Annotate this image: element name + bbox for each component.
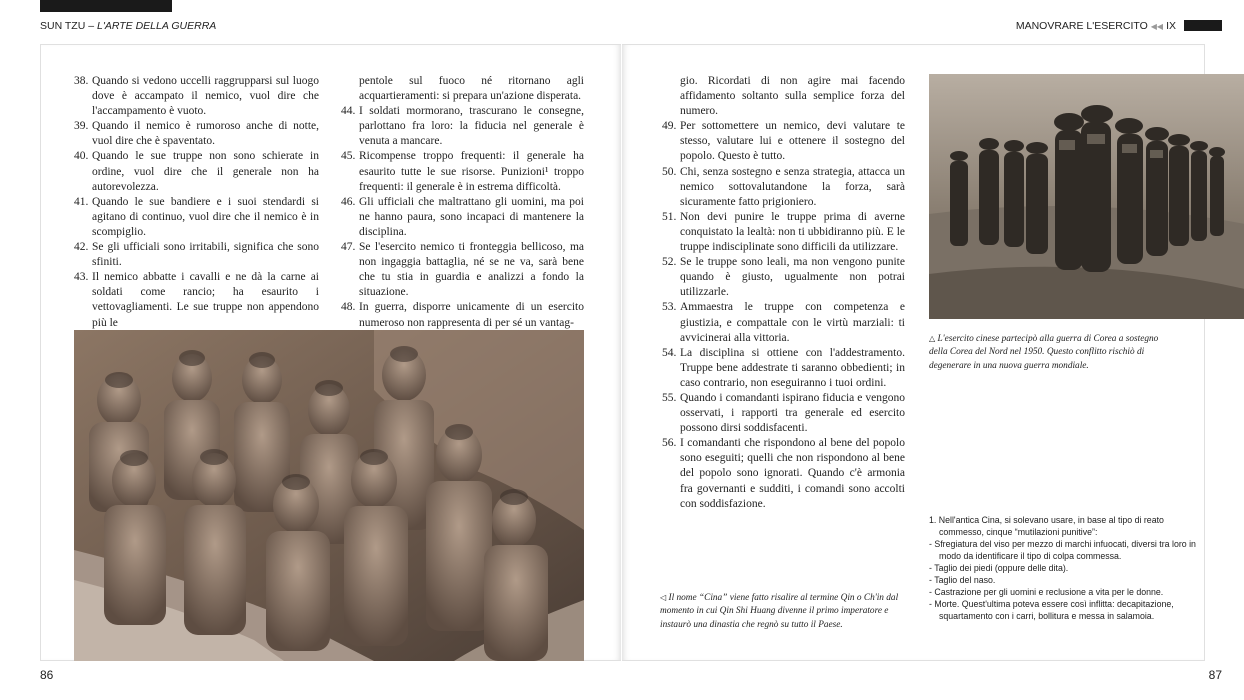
paragraph-number: 47. bbox=[341, 241, 356, 254]
paragraph-text: Se le truppe sono leali, ma non vengono punite quando è giusto, ugualmente non potrai utilizzarle. bbox=[680, 256, 905, 299]
paragraph-text: Non devi punire le truppe prima di averne conquistato la lealtà: non ti ubbidiranno più. E le truppe indisciplinate sono difficili da utilizzare. bbox=[680, 210, 905, 254]
numbered-paragraph bbox=[662, 300, 905, 345]
paragraph-text: In guerra, disporre unicamente di un esercito numeroso non rappresenta di per sé un vantag- bbox=[359, 301, 584, 329]
paragraph-number: 48. bbox=[341, 301, 356, 314]
numbered-paragraph bbox=[341, 300, 584, 330]
header-separator: – bbox=[85, 20, 97, 32]
text-column-3 bbox=[662, 74, 905, 512]
footnote-line: 1. Nell'antica Cina, si solevano usare, in base al tipo di reato commesso, cinque “mutilazioni punitive”: bbox=[929, 515, 1164, 537]
paragraph-text: Chi, senza sostegno e senza strategia, attacca un nemico sottovalutandone la forza, sarà sicuramente fatto prigioniero. bbox=[680, 165, 905, 208]
left-page bbox=[40, 44, 621, 661]
warriors-photo-caption bbox=[660, 591, 910, 632]
paragraph-text: Ammaestra le truppe con competenza e giustizia, e compattale con le virtù marziali: ti avvicinerai alla vittoria. bbox=[680, 301, 905, 344]
paragraph-number: 39. bbox=[74, 120, 89, 133]
footnote-line: - Sfregiatura del viso per mezzo di marchi infuocati, diversi tra loro in modo da identificare il tipo di colpa commessa. bbox=[929, 539, 1196, 561]
header-bar-right bbox=[1184, 20, 1222, 31]
numbered-paragraph bbox=[662, 391, 905, 436]
footnote-line: - Taglio del naso. bbox=[929, 575, 996, 585]
numbered-paragraph bbox=[341, 195, 584, 240]
paragraph-number: 56. bbox=[662, 437, 677, 450]
triangle-left-icon: ◁ bbox=[660, 593, 667, 602]
header-author: SUN TZU bbox=[40, 20, 86, 32]
paragraph-number: 40. bbox=[74, 150, 89, 163]
paragraph-number: 46. bbox=[341, 195, 356, 208]
paragraph-number: 45. bbox=[341, 150, 356, 163]
paragraph-number: 53. bbox=[662, 301, 677, 314]
triangle-up-icon: △ bbox=[929, 334, 936, 343]
footnote-line: - Taglio dei piedi (oppure delle dita). bbox=[929, 563, 1069, 573]
paragraph-text: Quando il nemico è rumoroso anche di notte, vuol dire che è spaventato. bbox=[92, 120, 319, 148]
double-arrow-left-icon: ◀◀ bbox=[1150, 22, 1164, 31]
text-column-2 bbox=[341, 74, 584, 331]
numbered-paragraph bbox=[662, 210, 905, 255]
paragraph-number: 44. bbox=[341, 105, 356, 118]
paragraph-text: I soldati mormorano, trascurano le consegne, parlottano fra loro: la fiducia nel generale è venuta a mancare. bbox=[359, 105, 584, 148]
numbered-paragraph bbox=[74, 240, 319, 270]
header-book-title: L'ARTE DELLA GUERRA bbox=[97, 20, 217, 32]
paragraph-number: 55. bbox=[662, 391, 677, 404]
paragraph-number: 51. bbox=[662, 210, 677, 223]
warriors-caption-text: Il nome “Cina” viene fatto risalire al termine Qin o Ch'in dal momento in cui Qin Shi Huang divenne il primo imperatore e instaurò una dinastia che regnò su tutto il Paese. bbox=[660, 593, 899, 630]
footnote-line: - Morte. Quest'ultima poteva essere così inflitta: decapitazione, squartamento con i carri, bollitura e messa in salamoia. bbox=[929, 599, 1174, 621]
numbered-paragraph bbox=[74, 119, 319, 149]
numbered-paragraph bbox=[341, 240, 584, 300]
text-column-1 bbox=[74, 74, 319, 331]
paragraph-text: La disciplina si ottiene con l'addestramento. Truppe bene addestrate ti saranno obbedienti; in caso contrario, non eseguiranno i tuoi ordini. bbox=[680, 346, 905, 389]
paragraph-text: Per sottomettere un nemico, devi valutare te stesso, valutare lui e ottenere il sostegno del popolo. Questo è tutto. bbox=[680, 120, 905, 163]
paragraph-number: 54. bbox=[662, 346, 677, 359]
paragraph-number: 43. bbox=[74, 271, 89, 284]
numbered-paragraph bbox=[74, 149, 319, 194]
chinese-soldiers-photo bbox=[929, 74, 1244, 319]
numbered-paragraph bbox=[662, 165, 905, 210]
numbered-paragraph bbox=[341, 104, 584, 149]
running-header-right bbox=[1016, 20, 1176, 32]
running-header-left bbox=[40, 20, 216, 32]
numbered-paragraph bbox=[341, 149, 584, 194]
paragraph-text: Se gli ufficiali sono irritabili, significa che sono sfiniti. bbox=[92, 241, 319, 269]
soldiers-photo-caption bbox=[929, 332, 1179, 373]
soldiers-caption-text: L'esercito cinese partecipò alla guerra di Corea a sostegno della Corea del Nord nel 1950. Questo conflitto rischiò di degenerare in una nuova guerra mondiale. bbox=[929, 334, 1159, 371]
paragraph-number: 50. bbox=[662, 165, 677, 178]
paragraph-text: Quando si vedono uccelli raggrupparsi sul luogo dove è accampato il nemico, vuol dire che l'accampamento è vuoto. bbox=[92, 75, 319, 118]
numbered-paragraph bbox=[662, 255, 905, 300]
paragraph-continuation: pentole sul fuoco né ritornano agli acquartieramenti: si prepara un'azione disperata. bbox=[359, 75, 584, 103]
paragraph-number: 49. bbox=[662, 120, 677, 133]
numbered-paragraph bbox=[662, 346, 905, 391]
header-chapter-title: MANOVRARE L'ESERCITO bbox=[1015, 20, 1148, 32]
page-number-right: 87 bbox=[1208, 668, 1222, 682]
paragraph-text: I comandanti che rispondono al bene del popolo sono eseguiti; quelli che non rispondono al bene del popolo sono ignorati. Quando c'è armonia fra governanti e sudditi, i comandi sono accolti con soddisfazione. bbox=[680, 437, 905, 510]
numbered-paragraph bbox=[662, 119, 905, 164]
page-number-left: 86 bbox=[40, 668, 54, 682]
paragraph-continuation: gio. Ricordati di non agire mai facendo affidamento soltanto sulla semplice forza del numero. bbox=[680, 75, 905, 118]
paragraph-number: 52. bbox=[662, 256, 677, 269]
footnote-line: - Castrazione per gli uomini e reclusione a vita per le donne. bbox=[929, 587, 1164, 597]
paragraph-number: 38. bbox=[74, 75, 89, 87]
terracotta-warriors-photo bbox=[74, 330, 584, 661]
paragraph-text: Il nemico abbatte i cavalli e ne dà la carne ai soldati come rancio; ha esaurito i vettovagliamenti. Le sue truppe non appendono più le bbox=[92, 271, 319, 329]
numbered-paragraph bbox=[74, 74, 319, 119]
right-page bbox=[622, 44, 1205, 661]
paragraph-text: Gli ufficiali che maltrattano gli uomini, ma poi ne hanno paura, sono incapaci di mantenere la disciplina. bbox=[359, 195, 584, 238]
numbered-paragraph bbox=[74, 270, 319, 330]
header-chapter-numeral: IX bbox=[1166, 20, 1176, 32]
footnotes bbox=[929, 514, 1197, 622]
paragraph-text: Quando i comandanti ispirano fiducia e vengono osservati, i rapporti tra generale ed esercito possono dirsi soddisfacenti. bbox=[680, 391, 905, 435]
paragraph-number: 41. bbox=[74, 195, 89, 208]
paragraph-text: Quando le sue truppe non sono schierate in ordine, vuol dire che il generale non ha autorevolezza. bbox=[92, 150, 319, 193]
numbered-paragraph bbox=[74, 195, 319, 240]
header-bar-left bbox=[40, 0, 172, 12]
numbered-paragraph bbox=[662, 436, 905, 511]
paragraph-text: Se l'esercito nemico ti fronteggia bellicoso, ma non ingaggia battaglia, né se ne va, sarà bene che tu stia in guardia e analizzi a fondo la situazione. bbox=[359, 241, 584, 299]
paragraph-text: Ricompense troppo frequenti: il generale ha esaurito tutte le sue risorse. Punizioni¹ troppo frequenti: il generale è in estrema difficoltà. bbox=[359, 150, 584, 193]
paragraph-number: 42. bbox=[74, 241, 89, 254]
paragraph-text: Quando le sue bandiere e i suoi stendardi si agitano di continuo, vuol dire che il nemico è in scompiglio. bbox=[92, 195, 319, 238]
